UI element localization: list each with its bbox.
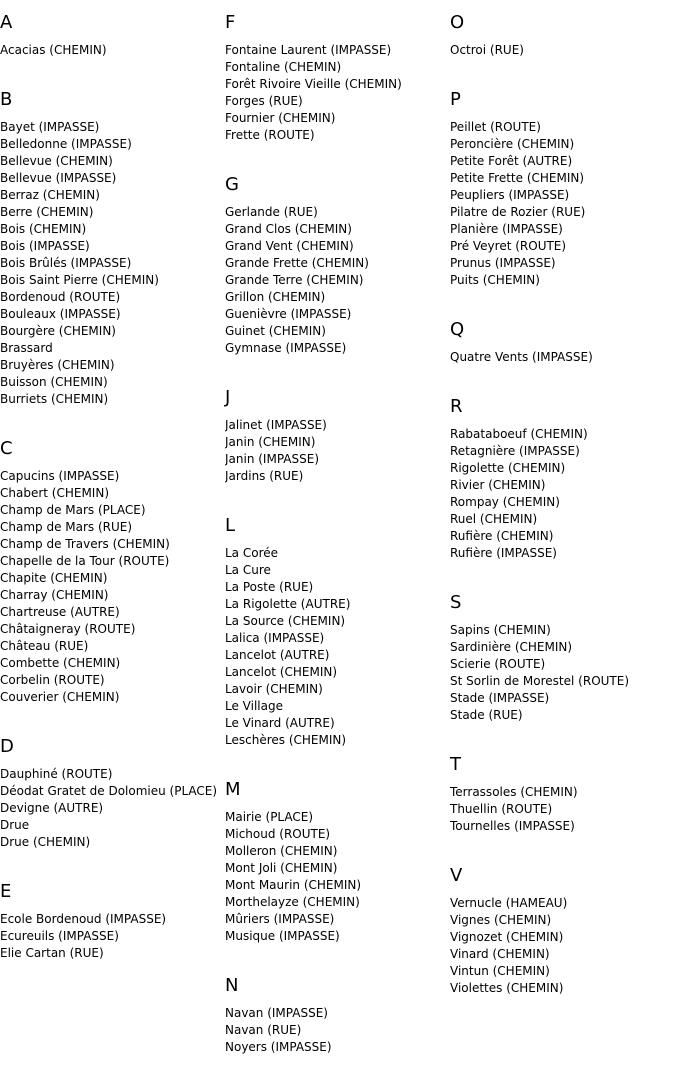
street-entry: Stade (RUE) bbox=[450, 708, 523, 722]
section-spacer bbox=[450, 562, 675, 580]
street-entry: Belledonne (IMPASSE) bbox=[0, 137, 132, 151]
section-letter-heading: G bbox=[225, 174, 239, 195]
street-entry: Drue (CHEMIN) bbox=[0, 835, 91, 849]
street-entry: Bayet (IMPASSE) bbox=[0, 120, 100, 134]
section-letter-heading: E bbox=[0, 881, 12, 902]
street-entry: Bois (CHEMIN) bbox=[0, 222, 87, 236]
street-entry: Prunus (IMPASSE) bbox=[450, 256, 556, 270]
street-entry: La Source (CHEMIN) bbox=[225, 614, 346, 628]
street-entry: Violettes (CHEMIN) bbox=[450, 981, 564, 995]
section-letter-heading: C bbox=[0, 438, 13, 459]
street-entry: Jardins (RUE) bbox=[225, 469, 304, 483]
heading-gap bbox=[450, 776, 675, 784]
street-entry: Puits (CHEMIN) bbox=[450, 273, 540, 287]
heading-gap bbox=[225, 801, 449, 809]
heading-gap bbox=[225, 409, 449, 417]
street-entry: Peupliers (IMPASSE) bbox=[450, 188, 570, 202]
letter-section bbox=[225, 12, 449, 162]
street-entry: Vinard (CHEMIN) bbox=[450, 947, 550, 961]
street-entry: Navan (RUE) bbox=[225, 1023, 302, 1037]
letter-section bbox=[450, 865, 675, 1015]
street-entry: Vignes (CHEMIN) bbox=[450, 913, 552, 927]
heading-gap bbox=[0, 758, 224, 766]
letter-section bbox=[0, 89, 224, 426]
street-entry: Guenièvre (IMPASSE) bbox=[225, 307, 352, 321]
street-entry: Dauphiné (ROUTE) bbox=[0, 767, 113, 781]
street-entry: Frette (ROUTE) bbox=[225, 128, 315, 142]
street-entry: Lalica (IMPASSE) bbox=[225, 631, 325, 645]
letter-section bbox=[450, 592, 675, 742]
street-entry: Bellevue (IMPASSE) bbox=[0, 171, 117, 185]
section-spacer bbox=[450, 835, 675, 853]
street-entry: Bellevue (CHEMIN) bbox=[0, 154, 113, 168]
letter-section bbox=[0, 736, 224, 869]
street-entry: Mûriers (IMPASSE) bbox=[225, 912, 335, 926]
letter-section bbox=[450, 89, 675, 307]
street-entry: Burriets (CHEMIN) bbox=[0, 392, 109, 406]
street-entry: Navan (IMPASSE) bbox=[225, 1006, 328, 1020]
section-spacer bbox=[450, 366, 675, 384]
street-entry: Capucins (IMPASSE) bbox=[0, 469, 120, 483]
section-letter-heading: O bbox=[450, 12, 465, 33]
street-entry: Rompay (CHEMIN) bbox=[450, 495, 560, 509]
index-column-1 bbox=[0, 0, 224, 980]
street-entry: Peillet (ROUTE) bbox=[450, 120, 541, 134]
heading-gap bbox=[0, 34, 224, 42]
section-spacer bbox=[225, 1056, 449, 1074]
section-spacer bbox=[0, 851, 224, 869]
index-column-3 bbox=[450, 0, 675, 1015]
section-spacer bbox=[225, 749, 449, 767]
street-entry: Bois (IMPASSE) bbox=[0, 239, 90, 253]
street-entry: Rivier (CHEMIN) bbox=[450, 478, 546, 492]
street-entry: Elie Cartan (RUE) bbox=[0, 946, 104, 960]
street-entry: Bois Brûlés (IMPASSE) bbox=[0, 256, 132, 270]
street-entry: Vernucle (HAMEAU) bbox=[450, 896, 568, 910]
street-entry: Thuellin (ROUTE) bbox=[450, 802, 553, 816]
street-entry: Rigolette (CHEMIN) bbox=[450, 461, 566, 475]
street-entry: Forges (RUE) bbox=[225, 94, 303, 108]
letter-section bbox=[225, 515, 449, 767]
street-entry: Devigne (AUTRE) bbox=[0, 801, 104, 815]
street-entry: Corbelin (ROUTE) bbox=[0, 673, 105, 687]
street-entry: Octroi (RUE) bbox=[450, 43, 524, 57]
section-letter-heading: V bbox=[450, 865, 463, 886]
street-entry: Champ de Mars (RUE) bbox=[0, 520, 133, 534]
letter-section bbox=[450, 396, 675, 580]
street-entry: Petite Forêt (AUTRE) bbox=[450, 154, 573, 168]
street-entry: Grande Terre (CHEMIN) bbox=[225, 273, 364, 287]
street-entry: Forêt Rivoire Vieille (CHEMIN) bbox=[225, 77, 402, 91]
street-entry: La Rigolette (AUTRE) bbox=[225, 597, 351, 611]
letter-section bbox=[450, 12, 675, 77]
street-entry: Terrassoles (CHEMIN) bbox=[450, 785, 578, 799]
street-entry: Fontaline (CHEMIN) bbox=[225, 60, 342, 74]
street-entry: Mont Joli (CHEMIN) bbox=[225, 861, 338, 875]
heading-gap bbox=[450, 887, 675, 895]
street-entry: Chapelle de la Tour (ROUTE) bbox=[0, 554, 170, 568]
street-entry: Châtaigneray (ROUTE) bbox=[0, 622, 136, 636]
street-entry: Bois Saint Pierre (CHEMIN) bbox=[0, 273, 159, 287]
letter-section bbox=[450, 319, 675, 384]
section-spacer bbox=[225, 945, 449, 963]
section-spacer bbox=[0, 408, 224, 426]
section-spacer bbox=[450, 289, 675, 307]
street-entry: Musique (IMPASSE) bbox=[225, 929, 340, 943]
street-entry: Gymnase (IMPASSE) bbox=[225, 341, 347, 355]
letter-section bbox=[225, 387, 449, 503]
section-letter-heading: T bbox=[450, 754, 461, 775]
street-entry: Grande Frette (CHEMIN) bbox=[225, 256, 369, 270]
section-letter-heading: P bbox=[450, 89, 461, 110]
section-letter-heading: F bbox=[225, 12, 236, 33]
index-column-2 bbox=[225, 0, 449, 1074]
street-entry: Bouleaux (IMPASSE) bbox=[0, 307, 121, 321]
heading-gap bbox=[225, 34, 449, 42]
section-spacer bbox=[225, 144, 449, 162]
street-entry: Mairie (PLACE) bbox=[225, 810, 314, 824]
heading-gap bbox=[450, 418, 675, 426]
street-entry: Rufière (CHEMIN) bbox=[450, 529, 554, 543]
street-entry: Quatre Vents (IMPASSE) bbox=[450, 350, 593, 364]
street-entry: Couverier (CHEMIN) bbox=[0, 690, 120, 704]
letter-section bbox=[0, 881, 224, 980]
heading-gap bbox=[450, 34, 675, 42]
letter-section bbox=[0, 438, 224, 724]
heading-gap bbox=[450, 341, 675, 349]
street-entry: Pilatre de Rozier (RUE) bbox=[450, 205, 586, 219]
section-spacer bbox=[225, 357, 449, 375]
section-letter-heading: A bbox=[0, 12, 13, 33]
section-letter-heading: L bbox=[225, 515, 236, 536]
heading-gap bbox=[225, 997, 449, 1005]
street-entry: Fontaine Laurent (IMPASSE) bbox=[225, 43, 392, 57]
street-entry: Jalinet (IMPASSE) bbox=[225, 418, 327, 432]
street-entry: Ecole Bordenoud (IMPASSE) bbox=[0, 912, 167, 926]
street-entry: Planière (IMPASSE) bbox=[450, 222, 563, 236]
street-entry: Grand Clos (CHEMIN) bbox=[225, 222, 352, 236]
letter-section bbox=[0, 12, 224, 77]
street-entry: Chartreuse (AUTRE) bbox=[0, 605, 120, 619]
street-entry: Ruel (CHEMIN) bbox=[450, 512, 538, 526]
letter-section bbox=[450, 754, 675, 853]
letter-section bbox=[225, 975, 449, 1074]
street-entry: Buisson (CHEMIN) bbox=[0, 375, 108, 389]
section-spacer bbox=[0, 706, 224, 724]
street-entry: Stade (IMPASSE) bbox=[450, 691, 550, 705]
section-letter-heading: Q bbox=[450, 319, 465, 340]
section-spacer bbox=[0, 59, 224, 77]
street-entry: Rabataboeuf (CHEMIN) bbox=[450, 427, 588, 441]
street-entry: Combette (CHEMIN) bbox=[0, 656, 121, 670]
street-entry: Mont Maurin (CHEMIN) bbox=[225, 878, 362, 892]
street-entry: Retagnière (IMPASSE) bbox=[450, 444, 580, 458]
street-entry: Michoud (ROUTE) bbox=[225, 827, 331, 841]
section-letter-heading: N bbox=[225, 975, 239, 996]
heading-gap bbox=[450, 614, 675, 622]
street-entry: Vintun (CHEMIN) bbox=[450, 964, 550, 978]
street-entry: La Corée bbox=[225, 546, 279, 560]
section-spacer bbox=[450, 724, 675, 742]
street-entry: Drue bbox=[0, 818, 30, 832]
street-entry: Berraz (CHEMIN) bbox=[0, 188, 100, 202]
street-entry: La Cure bbox=[225, 563, 271, 577]
street-entry: Acacias (CHEMIN) bbox=[0, 43, 107, 57]
street-entry: Chapite (CHEMIN) bbox=[0, 571, 108, 585]
street-entry: Leschères (CHEMIN) bbox=[225, 733, 347, 747]
heading-gap bbox=[225, 196, 449, 204]
street-entry: Bordenoud (ROUTE) bbox=[0, 290, 121, 304]
heading-gap bbox=[0, 460, 224, 468]
street-entry: Chabert (CHEMIN) bbox=[0, 486, 110, 500]
street-entry: Berre (CHEMIN) bbox=[0, 205, 94, 219]
street-entry: La Poste (RUE) bbox=[225, 580, 314, 594]
section-spacer bbox=[225, 485, 449, 503]
street-entry: Bourgère (CHEMIN) bbox=[0, 324, 116, 338]
street-entry: Lancelot (CHEMIN) bbox=[225, 665, 338, 679]
street-entry: Scierie (ROUTE) bbox=[450, 657, 546, 671]
street-entry: Lavoir (CHEMIN) bbox=[225, 682, 323, 696]
heading-gap bbox=[450, 111, 675, 119]
street-entry: Sapins (CHEMIN) bbox=[450, 623, 551, 637]
street-entry: Ecureuils (IMPASSE) bbox=[0, 929, 119, 943]
street-entry: Molleron (CHEMIN) bbox=[225, 844, 338, 858]
street-entry: Tournelles (IMPASSE) bbox=[450, 819, 575, 833]
street-entry: Vignozet (CHEMIN) bbox=[450, 930, 564, 944]
street-entry: Peroncière (CHEMIN) bbox=[450, 137, 575, 151]
section-spacer bbox=[450, 59, 675, 77]
heading-gap bbox=[0, 111, 224, 119]
section-letter-heading: M bbox=[225, 779, 241, 800]
street-entry: Château (RUE) bbox=[0, 639, 89, 653]
letter-section bbox=[225, 779, 449, 963]
street-entry: Lancelot (AUTRE) bbox=[225, 648, 330, 662]
street-entry: Champ de Travers (CHEMIN) bbox=[0, 537, 170, 551]
heading-gap bbox=[0, 903, 224, 911]
section-letter-heading: R bbox=[450, 396, 463, 417]
street-entry: Le Vinard (AUTRE) bbox=[225, 716, 335, 730]
street-entry: Sardinière (CHEMIN) bbox=[450, 640, 573, 654]
street-entry: Le Village bbox=[225, 699, 283, 713]
section-letter-heading: S bbox=[450, 592, 462, 613]
street-entry: St Sorlin de Morestel (ROUTE) bbox=[450, 674, 630, 688]
street-entry: Brassard bbox=[0, 341, 53, 355]
street-entry: Janin (IMPASSE) bbox=[225, 452, 320, 466]
letter-section bbox=[225, 174, 449, 375]
street-entry: Grillon (CHEMIN) bbox=[225, 290, 326, 304]
street-entry: Guinet (CHEMIN) bbox=[225, 324, 326, 338]
street-entry: Fournier (CHEMIN) bbox=[225, 111, 336, 125]
section-spacer bbox=[0, 962, 224, 980]
street-entry: Rufière (IMPASSE) bbox=[450, 546, 557, 560]
street-entry: Bruyères (CHEMIN) bbox=[0, 358, 115, 372]
section-letter-heading: D bbox=[0, 736, 14, 757]
street-entry: Gerlande (RUE) bbox=[225, 205, 318, 219]
street-entry: Charray (CHEMIN) bbox=[0, 588, 109, 602]
section-letter-heading: B bbox=[0, 89, 13, 110]
street-entry: Champ de Mars (PLACE) bbox=[0, 503, 146, 517]
street-entry: Pré Veyret (ROUTE) bbox=[450, 239, 567, 253]
heading-gap bbox=[225, 537, 449, 545]
street-entry: Déodat Gratet de Dolomieu (PLACE) bbox=[0, 784, 218, 798]
street-entry: Janin (CHEMIN) bbox=[225, 435, 316, 449]
street-entry: Noyers (IMPASSE) bbox=[225, 1040, 332, 1054]
street-entry: Grand Vent (CHEMIN) bbox=[225, 239, 354, 253]
section-letter-heading: J bbox=[225, 387, 231, 408]
street-entry: Morthelayze (CHEMIN) bbox=[225, 895, 360, 909]
street-entry: Petite Frette (CHEMIN) bbox=[450, 171, 585, 185]
section-spacer bbox=[450, 997, 675, 1015]
